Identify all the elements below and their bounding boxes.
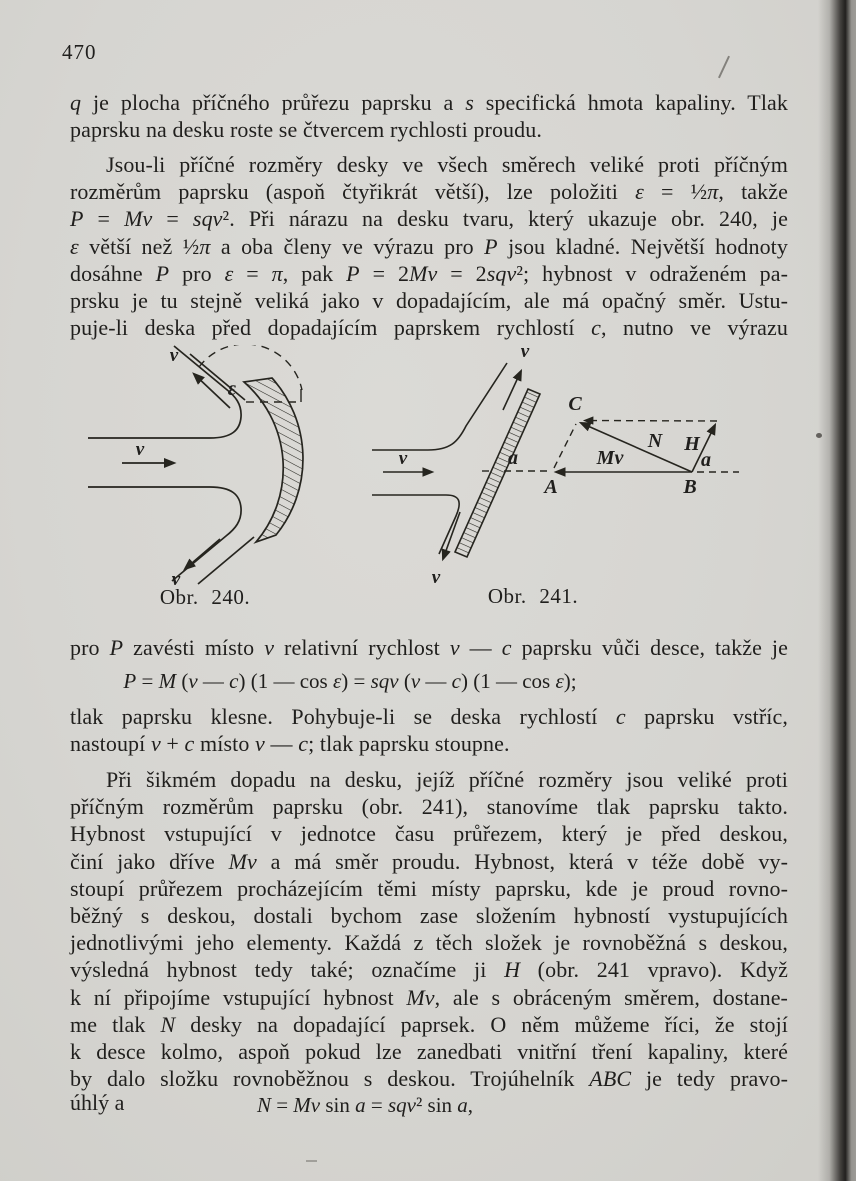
text-line: pro P zavésti místo v relativní rychlost v — c paprsku vůči desce, takže je — [70, 635, 788, 660]
text-line: běžný s deskou, dostali bychom zase složením hybností vystupujících — [70, 902, 788, 928]
figure-240 — [70, 345, 400, 625]
page-number: 470 — [62, 40, 97, 64]
label-v-in: v — [135, 439, 145, 460]
figure-241-caption: Obr. 241. — [487, 584, 579, 608]
label-alpha-B: a — [701, 449, 711, 471]
paragraph-2 — [70, 151, 788, 341]
paragraph-3 — [70, 634, 788, 661]
label-N: N — [647, 430, 663, 452]
text-line: rozměrům paprsku (aspoň čtyřikrát větší), lze položiti ε = ½π, takže — [70, 179, 789, 205]
text-line: stoupí průřezem procházejícím těmi místy paprsku, kde je proud rovno- — [70, 875, 788, 901]
text-line: k desce kolmo, aspoň pokud lze zanedbati vnitřní tření kapaliny, které — [70, 1038, 788, 1064]
jet-boundary-upper — [88, 346, 241, 438]
paragraph-1 — [70, 89, 788, 143]
label-alpha-plate: a — [508, 447, 518, 469]
text-line: činí jako dříve Mv a má směr proudu. Hybnost, která v téže době vy- — [70, 848, 788, 874]
label-A: A — [544, 476, 558, 498]
scan-scratch-mark — [718, 56, 730, 79]
text-line: q je plocha příčného průřezu paprsku a s specifická hmota kapaliny. Tlak — [70, 90, 788, 115]
parallelogram-side-TC — [585, 421, 717, 422]
jet-line-lower — [198, 537, 254, 584]
paragraph-4 — [70, 703, 788, 757]
text-line: Při šikmém dopadu na desku, jejíž příčné rozměry jsou veliké proti — [106, 767, 788, 792]
text-line: me tlak N desky na dopadající paprsek. O něm můžeme říci, že stojí — [70, 1011, 788, 1037]
text-line: k ní připojíme vstupující hybnost Mv, ale s obráceným směrem, dostane- — [70, 984, 788, 1010]
label-Mv: Mv — [596, 447, 624, 469]
figure-240-caption: Obr. 240. — [159, 585, 251, 609]
paragraph-5 — [70, 766, 788, 1092]
final-text-row — [70, 1090, 788, 1120]
label-v-out-bottom: v — [431, 567, 441, 588]
text-line: Jsou-li příčné rozměry desky ve všech směrech veliké proti příčným — [106, 152, 788, 177]
velocity-arrow-down — [185, 539, 220, 569]
text-line: by dalo složku rovnoběžnou s deskou. Trojúhelník ABC je tedy pravo- — [70, 1066, 789, 1092]
label-v-out-top: v — [169, 345, 179, 366]
text-line: příčným rozměrům paprsku (obr. 241), stanovíme tlak paprsku takto. — [70, 794, 788, 820]
text-line: tlak paprsku klesne. Pohybuje-li se deska rychlostí c paprsku vstříc, — [70, 704, 788, 729]
label-epsilon: ε — [227, 378, 236, 400]
label-v-out-top: v — [520, 341, 530, 362]
text-line: Hybnost vstupující v jednotce času průřezem, který je před deskou, — [70, 821, 788, 847]
text-line: výsledná hybnost tedy také; označíme ji H (obr. 241 vpravo). Když — [70, 957, 788, 983]
text-line: dosáhne P pro ε = π, pak P = 2Mv = 2sqv²; hybnost v odraženém pa- — [70, 260, 789, 286]
text-line: P = Mv = sqv². Při nárazu na desku tvaru, který ukazuje obr. 240, je — [70, 206, 788, 232]
text-line: prsku je tu stejně veliká jako v dopadajícím, ale má opačný směr. Ustu- — [70, 287, 788, 313]
label-v-in: v — [398, 448, 408, 469]
text-line: puje-li deska před dopadajícím paprskem rychlostí c, nutno ve výrazu — [70, 315, 789, 341]
inclined-plate — [455, 389, 540, 557]
final-line-fragment: úhlý a — [70, 1090, 125, 1115]
text-line: ε větší než ½π a oba členy ve výrazu pro P jsou kladné. Největší hodnoty — [70, 233, 788, 259]
label-v-out-bottom: v — [171, 569, 181, 590]
scan-speck — [306, 1160, 317, 1162]
velocity-arrow-up — [503, 371, 521, 410]
display-equation: P = M (v — c) (1 — cos ε) = sqv (v — c) (1 — cos ε); — [123, 669, 577, 693]
parallelogram-side-AC — [554, 424, 576, 468]
figure-241 — [370, 340, 810, 625]
scan-speck — [816, 433, 822, 438]
scan-edge-shadow — [818, 0, 856, 1181]
text-line: nastoupí v + c místo v — c; tlak paprsku stoupne. — [70, 731, 510, 757]
jet-boundary-upper — [372, 363, 507, 450]
label-B: B — [683, 476, 697, 498]
jet-boundary-lower — [372, 495, 459, 554]
text-line: paprsku na desku roste se čtvercem rychlosti proudu. — [70, 117, 542, 143]
label-H: H — [684, 433, 700, 455]
velocity-arrow-up — [194, 374, 230, 408]
label-C: C — [568, 393, 582, 415]
final-equation: N = Mv sin a = sqv² sin a, — [256, 1093, 474, 1117]
text-line: jednotlivými jeho elementy. Každá z těch složek je rovnoběžná s deskou, — [70, 930, 788, 956]
